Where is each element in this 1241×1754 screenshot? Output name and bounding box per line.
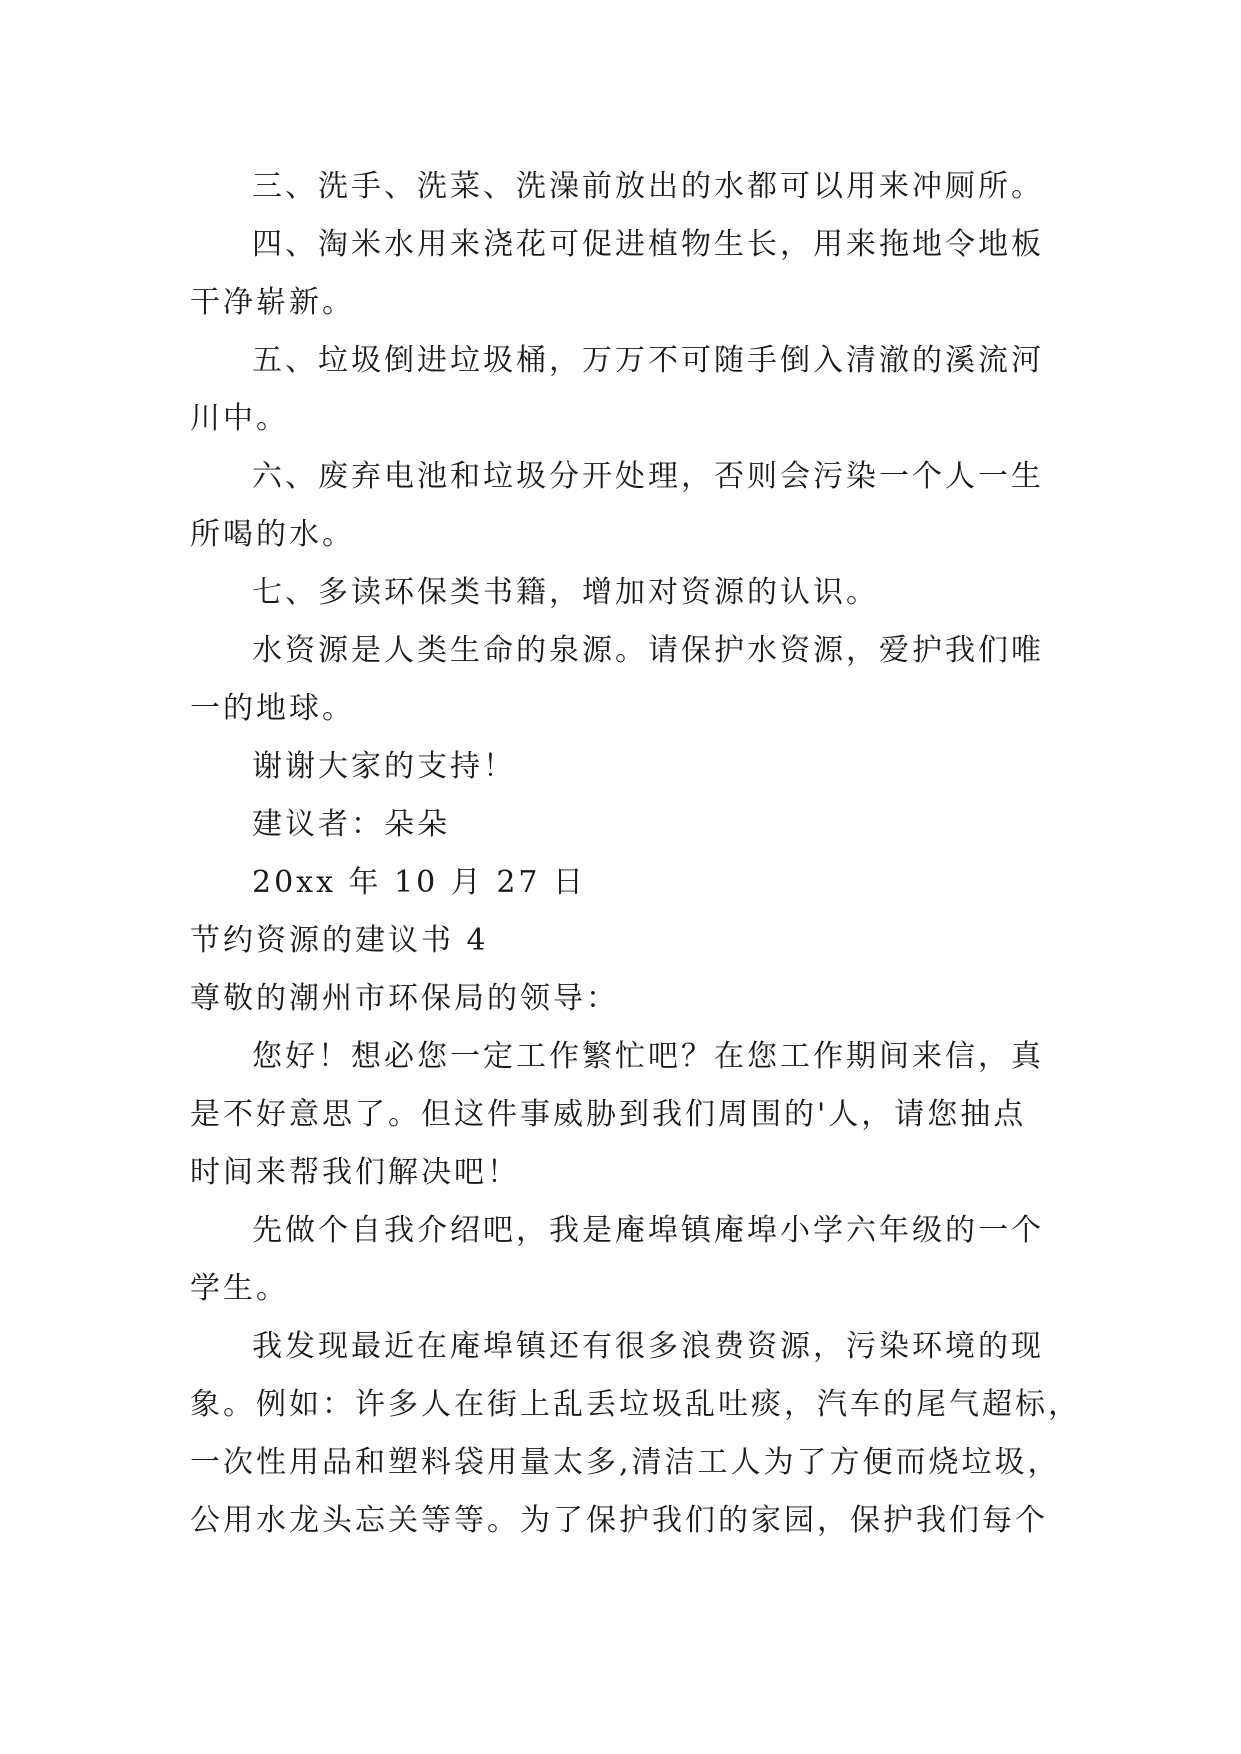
- document-body: [190, 158, 1081, 1550]
- paragraph-line: 一的地球。: [190, 691, 355, 726]
- paragraph-line: 我发现最近在庵埠镇还有很多浪费资源，污染环境的现: [252, 1329, 1044, 1364]
- salutation-line: 尊敬的潮州市环保局的领导：: [190, 981, 619, 1016]
- paragraph-line: 三、洗手、洗菜、洗澡前放出的水都可以用来冲厕所。: [252, 169, 1044, 204]
- paragraph-line: 七、多读环保类书籍，增加对资源的认识。: [252, 575, 879, 610]
- paragraph-line: 时间来帮我们解决吧！: [190, 1155, 520, 1190]
- paragraph-line: 是不好意思了。但这件事威胁到我们周围的'人，请您抽点: [190, 1097, 1027, 1132]
- paragraph-line: 象。例如：许多人在街上乱丢垃圾乱吐痰，汽车的尾气超标，: [190, 1387, 1081, 1422]
- paragraph-line: 一次性用品和塑料袋用量太多,清洁工人为了方便而烧垃圾，: [190, 1445, 1061, 1480]
- paragraph-line: 水资源是人类生命的泉源。请保护水资源，爱护我们唯: [252, 633, 1044, 668]
- paragraph-line: 公用水龙头忘关等等。为了保护我们的家园，保护我们每个: [190, 1503, 1048, 1538]
- paragraph-line: 四、淘米水用来浇花可促进植物生长，用来拖地令地板: [252, 227, 1044, 262]
- paragraph-line: 您好！想必您一定工作繁忙吧？在您工作期间来信，真: [252, 1039, 1044, 1074]
- signature-line: 建议者：朵朵: [252, 807, 450, 842]
- section-title: 节约资源的建议书 4: [190, 923, 489, 958]
- paragraph-line: 川中。: [190, 401, 289, 436]
- date-line: 20xx 年 10 月 27 日: [252, 865, 587, 900]
- paragraph-line: 所喝的水。: [190, 517, 355, 552]
- paragraph-line: 干净崭新。: [190, 285, 355, 320]
- paragraph-line: 先做个自我介绍吧，我是庵埠镇庵埠小学六年级的一个: [252, 1213, 1044, 1248]
- paragraph-line: 六、废弃电池和垃圾分开处理，否则会污染一个人一生: [252, 459, 1044, 494]
- paragraph-line: 谢谢大家的支持！: [252, 749, 516, 784]
- paragraph-line: 学生。: [190, 1271, 289, 1306]
- paragraph-line: 五、垃圾倒进垃圾桶，万万不可随手倒入清澈的溪流河: [252, 343, 1044, 378]
